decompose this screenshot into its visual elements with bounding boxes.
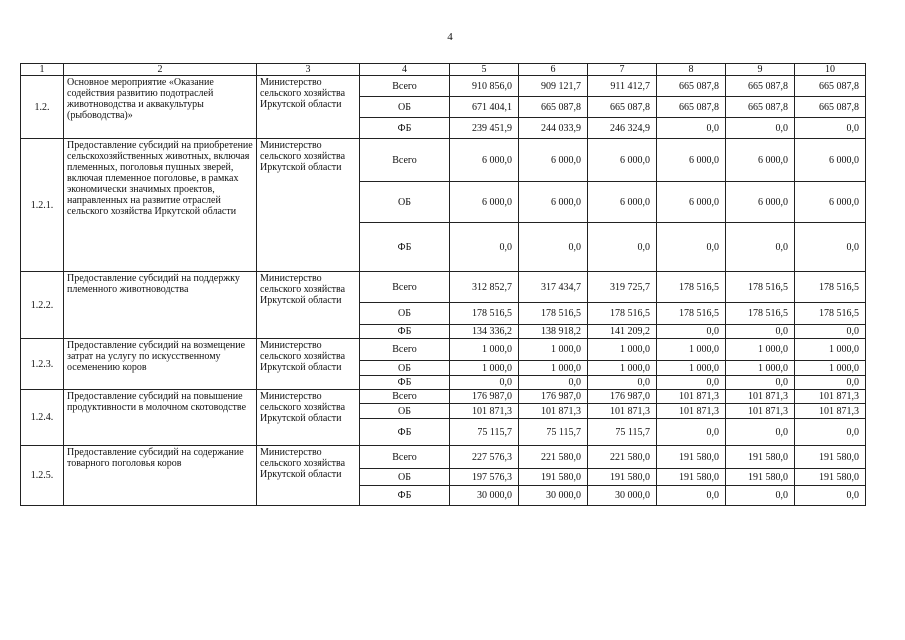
amount-cell: 246 324,9 [588, 118, 657, 139]
amount-cell: 178 516,5 [519, 303, 588, 325]
amount-cell: 101 871,3 [657, 404, 726, 419]
amount-cell: 0,0 [795, 419, 866, 446]
table-row [21, 76, 866, 97]
amount-cell: 0,0 [795, 376, 866, 390]
amount-cell: 227 576,3 [450, 446, 519, 469]
amount-cell: 0,0 [795, 325, 866, 339]
funding-source: ОБ [360, 303, 450, 325]
item-executor: Министерство сельского хозяйства Иркутской области [257, 139, 360, 272]
amount-cell: 6 000,0 [795, 139, 866, 182]
amount-cell: 0,0 [657, 223, 726, 272]
amount-cell: 0,0 [726, 325, 795, 339]
amount-cell: 30 000,0 [588, 486, 657, 506]
header-cell: 4 [360, 64, 450, 76]
amount-cell: 0,0 [726, 223, 795, 272]
amount-cell: 191 580,0 [795, 469, 866, 486]
header-cell: 9 [726, 64, 795, 76]
amount-cell: 101 871,3 [726, 404, 795, 419]
item-number: 1.2.3. [21, 339, 64, 390]
amount-cell: 910 856,0 [450, 76, 519, 97]
item-name: Предоставление субсидий на возмещение затрат на услугу по искусственному осеменению коров [64, 339, 257, 390]
amount-cell: 221 580,0 [588, 446, 657, 469]
item-executor: Министерство сельского хозяйства Иркутской области [257, 390, 360, 446]
amount-cell: 141 209,2 [588, 325, 657, 339]
amount-cell: 0,0 [588, 223, 657, 272]
table-body [21, 64, 866, 506]
amount-cell: 0,0 [657, 325, 726, 339]
amount-cell: 0,0 [588, 376, 657, 390]
amount-cell: 1 000,0 [519, 361, 588, 376]
item-executor: Министерство сельского хозяйства Иркутской области [257, 272, 360, 339]
header-cell: 5 [450, 64, 519, 76]
amount-cell: 665 087,8 [795, 76, 866, 97]
amount-cell: 191 580,0 [726, 469, 795, 486]
amount-cell: 1 000,0 [519, 339, 588, 361]
item-name: Предоставление субсидий на повышение продуктивности в молочном скотоводстве [64, 390, 257, 446]
amount-cell: 0,0 [519, 223, 588, 272]
amount-cell: 176 987,0 [588, 390, 657, 404]
amount-cell: 665 087,8 [726, 97, 795, 118]
amount-cell: 191 580,0 [588, 469, 657, 486]
amount-cell: 6 000,0 [450, 182, 519, 223]
amount-cell: 30 000,0 [519, 486, 588, 506]
amount-cell: 191 580,0 [795, 446, 866, 469]
item-executor: Министерство сельского хозяйства Иркутской области [257, 339, 360, 390]
amount-cell: 191 580,0 [657, 469, 726, 486]
amount-cell: 178 516,5 [450, 303, 519, 325]
amount-cell: 6 000,0 [726, 139, 795, 182]
amount-cell: 312 852,7 [450, 272, 519, 303]
funding-source: ОБ [360, 97, 450, 118]
amount-cell: 176 987,0 [519, 390, 588, 404]
funding-source: ОБ [360, 469, 450, 486]
amount-cell: 6 000,0 [795, 182, 866, 223]
amount-cell: 665 087,8 [795, 97, 866, 118]
amount-cell: 0,0 [726, 419, 795, 446]
table-row [21, 339, 866, 361]
amount-cell: 1 000,0 [450, 339, 519, 361]
funding-source: ОБ [360, 182, 450, 223]
amount-cell: 1 000,0 [450, 361, 519, 376]
amount-cell: 665 087,8 [657, 76, 726, 97]
amount-cell: 665 087,8 [657, 97, 726, 118]
amount-cell: 0,0 [657, 486, 726, 506]
amount-cell: 6 000,0 [519, 139, 588, 182]
amount-cell: 0,0 [657, 419, 726, 446]
header-cell: 2 [64, 64, 257, 76]
amount-cell: 6 000,0 [657, 182, 726, 223]
amount-cell: 101 871,3 [726, 390, 795, 404]
amount-cell: 30 000,0 [450, 486, 519, 506]
amount-cell: 239 451,9 [450, 118, 519, 139]
amount-cell: 191 580,0 [657, 446, 726, 469]
page-number: 4 [447, 31, 453, 43]
amount-cell: 134 336,2 [450, 325, 519, 339]
item-executor: Министерство сельского хозяйства Иркутской области [257, 76, 360, 139]
item-number: 1.2. [21, 76, 64, 139]
header-cell: 8 [657, 64, 726, 76]
amount-cell: 75 115,7 [450, 419, 519, 446]
amount-cell: 0,0 [519, 376, 588, 390]
amount-cell: 101 871,3 [657, 390, 726, 404]
header-row [21, 64, 866, 76]
header-cell: 10 [795, 64, 866, 76]
item-number: 1.2.2. [21, 272, 64, 339]
amount-cell: 75 115,7 [588, 419, 657, 446]
funding-source: Всего [360, 339, 450, 361]
amount-cell: 0,0 [726, 486, 795, 506]
amount-cell: 0,0 [726, 376, 795, 390]
amount-cell: 75 115,7 [519, 419, 588, 446]
amount-cell: 101 871,3 [450, 404, 519, 419]
amount-cell: 6 000,0 [657, 139, 726, 182]
funding-source: ФБ [360, 118, 450, 139]
amount-cell: 0,0 [726, 118, 795, 139]
funding-source: ФБ [360, 223, 450, 272]
amount-cell: 319 725,7 [588, 272, 657, 303]
item-number: 1.2.4. [21, 390, 64, 446]
amount-cell: 1 000,0 [795, 339, 866, 361]
amount-cell: 1 000,0 [726, 361, 795, 376]
amount-cell: 0,0 [795, 118, 866, 139]
amount-cell: 138 918,2 [519, 325, 588, 339]
amount-cell: 0,0 [795, 486, 866, 506]
amount-cell: 1 000,0 [588, 339, 657, 361]
amount-cell: 665 087,8 [726, 76, 795, 97]
funding-source: Всего [360, 76, 450, 97]
amount-cell: 0,0 [657, 376, 726, 390]
header-cell: 7 [588, 64, 657, 76]
table-row [21, 272, 866, 303]
amount-cell: 1 000,0 [588, 361, 657, 376]
amount-cell: 0,0 [657, 118, 726, 139]
budget-table [20, 63, 866, 506]
funding-source: ОБ [360, 361, 450, 376]
amount-cell: 671 404,1 [450, 97, 519, 118]
amount-cell: 665 087,8 [588, 97, 657, 118]
funding-source: ФБ [360, 376, 450, 390]
amount-cell: 1 000,0 [795, 361, 866, 376]
amount-cell: 178 516,5 [588, 303, 657, 325]
amount-cell: 6 000,0 [519, 182, 588, 223]
amount-cell: 665 087,8 [519, 97, 588, 118]
table-row [21, 390, 866, 404]
amount-cell: 178 516,5 [726, 272, 795, 303]
amount-cell: 6 000,0 [588, 182, 657, 223]
funding-source: Всего [360, 139, 450, 182]
amount-cell: 178 516,5 [726, 303, 795, 325]
funding-source: Всего [360, 390, 450, 404]
header-cell: 3 [257, 64, 360, 76]
amount-cell: 178 516,5 [795, 303, 866, 325]
amount-cell: 101 871,3 [795, 390, 866, 404]
table-row [21, 139, 866, 182]
funding-source: Всего [360, 272, 450, 303]
amount-cell: 101 871,3 [795, 404, 866, 419]
amount-cell: 101 871,3 [519, 404, 588, 419]
amount-cell: 178 516,5 [657, 272, 726, 303]
amount-cell: 101 871,3 [588, 404, 657, 419]
amount-cell: 0,0 [795, 223, 866, 272]
amount-cell: 178 516,5 [657, 303, 726, 325]
amount-cell: 0,0 [450, 223, 519, 272]
amount-cell: 191 580,0 [726, 446, 795, 469]
header-cell: 1 [21, 64, 64, 76]
amount-cell: 191 580,0 [519, 469, 588, 486]
header-cell: 6 [519, 64, 588, 76]
item-name: Предоставление субсидий на поддержку племенного животноводства [64, 272, 257, 339]
funding-source: ОБ [360, 404, 450, 419]
amount-cell: 197 576,3 [450, 469, 519, 486]
item-number: 1.2.5. [21, 446, 64, 506]
item-executor: Министерство сельского хозяйства Иркутской области [257, 446, 360, 506]
amount-cell: 909 121,7 [519, 76, 588, 97]
amount-cell: 221 580,0 [519, 446, 588, 469]
amount-cell: 6 000,0 [588, 139, 657, 182]
amount-cell: 1 000,0 [657, 361, 726, 376]
table-row [21, 446, 866, 469]
item-number: 1.2.1. [21, 139, 64, 272]
funding-source: ФБ [360, 325, 450, 339]
item-name: Основное мероприятие «Оказание содействия развитию подотраслей животноводства и аквакультуры (рыбоводства)» [64, 76, 257, 139]
amount-cell: 911 412,7 [588, 76, 657, 97]
amount-cell: 317 434,7 [519, 272, 588, 303]
amount-cell: 244 033,9 [519, 118, 588, 139]
amount-cell: 178 516,5 [795, 272, 866, 303]
amount-cell: 6 000,0 [450, 139, 519, 182]
funding-source: ФБ [360, 419, 450, 446]
funding-source: Всего [360, 446, 450, 469]
amount-cell: 176 987,0 [450, 390, 519, 404]
amount-cell: 1 000,0 [657, 339, 726, 361]
item-name: Предоставление субсидий на приобретение сельскохозяйственных животных, включая племенных, поголовья пушных зверей, включая племенное поголовье, в рамках экономически значимых проектов, направленных на развитие отраслей сельского хозяйства Иркутской области [64, 139, 257, 272]
item-name: Предоставление субсидий на содержание товарного поголовья коров [64, 446, 257, 506]
amount-cell: 6 000,0 [726, 182, 795, 223]
amount-cell: 0,0 [450, 376, 519, 390]
amount-cell: 1 000,0 [726, 339, 795, 361]
funding-source: ФБ [360, 486, 450, 506]
